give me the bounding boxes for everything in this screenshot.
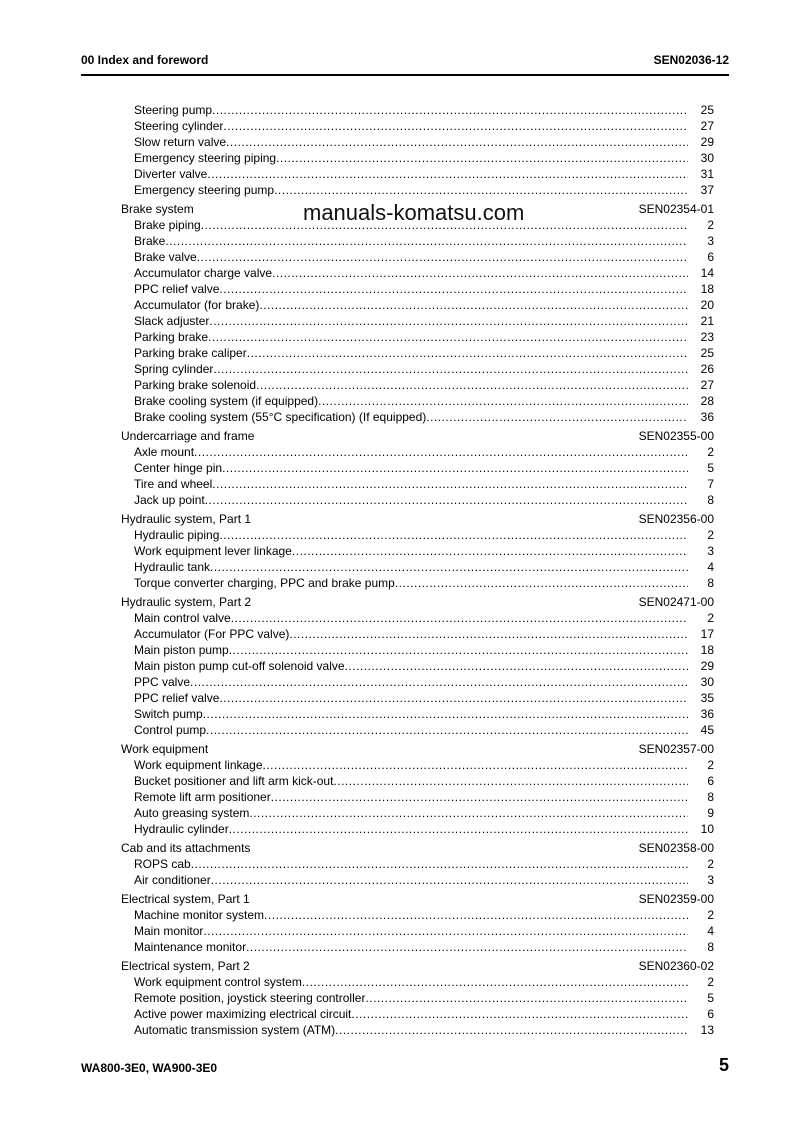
entry-label: Air conditioner <box>134 873 211 887</box>
entry-label: Work equipment lever linkage <box>134 544 292 558</box>
entry-page: 26 <box>700 362 714 376</box>
entry-label: Accumulator (For PPC valve) <box>134 627 290 641</box>
entry-page: 18 <box>700 643 714 657</box>
entry-label: Brake valve <box>134 250 197 264</box>
toc-entry[interactable] <box>121 690 714 706</box>
dot-leader <box>165 233 688 249</box>
entry-page: 35 <box>700 691 714 705</box>
toc-entry[interactable] <box>121 642 714 658</box>
entry-label: Hydraulic piping <box>134 528 220 542</box>
section-title: Hydraulic system, Part 2 <box>121 595 252 609</box>
entry-page: 2 <box>707 857 714 871</box>
entry-label: Brake cooling system (55°C specification) (If equipped) <box>134 410 427 424</box>
dot-leader <box>302 974 688 990</box>
toc-entry[interactable] <box>121 249 714 265</box>
toc-entry[interactable] <box>121 476 714 492</box>
section-doc-code: SEN02354-01 <box>638 202 714 216</box>
toc-entry[interactable] <box>121 444 714 460</box>
dot-leader <box>259 297 688 313</box>
entry-page: 30 <box>700 151 714 165</box>
section-heading[interactable] <box>121 511 714 527</box>
entry-page: 2 <box>707 528 714 542</box>
entry-label: Brake <box>134 234 166 248</box>
section-title: Cab and its attachments <box>121 841 251 855</box>
entry-page: 2 <box>707 445 714 459</box>
toc-entry[interactable] <box>121 856 714 872</box>
dot-leader <box>249 805 688 821</box>
dot-leader <box>212 476 688 492</box>
entry-page: 31 <box>700 167 714 181</box>
dot-leader <box>246 939 688 955</box>
entry-page: 9 <box>707 806 714 820</box>
dot-leader <box>292 543 688 559</box>
toc-entry[interactable] <box>121 939 714 955</box>
section-heading[interactable] <box>121 958 714 974</box>
dot-leader <box>426 409 688 425</box>
entry-page: 3 <box>707 234 714 248</box>
dot-leader <box>190 674 688 690</box>
section-heading[interactable] <box>121 891 714 907</box>
entry-page: 2 <box>707 611 714 625</box>
entry-label: Active power maximizing electrical circuit <box>134 1007 352 1021</box>
entry-page: 21 <box>700 314 714 328</box>
entry-label: Slack adjuster <box>134 314 210 328</box>
dot-leader <box>208 329 688 345</box>
dot-leader <box>222 460 688 476</box>
section-title: Brake system <box>121 202 194 216</box>
toc-entry[interactable] <box>121 329 714 345</box>
entry-page: 8 <box>707 576 714 590</box>
dot-leader <box>206 722 688 738</box>
entry-page: 28 <box>700 394 714 408</box>
dot-leader <box>197 249 688 265</box>
toc-entry[interactable] <box>121 166 714 182</box>
section-doc-code: SEN02471-00 <box>638 595 714 609</box>
entry-label: Hydraulic cylinder <box>134 822 229 836</box>
entry-label: PPC relief valve <box>134 282 220 296</box>
entry-label: Axle mount <box>134 445 195 459</box>
entry-page: 20 <box>700 298 714 312</box>
entry-label: Work equipment linkage <box>134 758 263 772</box>
entry-page: 29 <box>700 135 714 149</box>
toc-entry[interactable] <box>121 409 714 425</box>
entry-page: 25 <box>700 346 714 360</box>
dot-leader <box>194 444 688 460</box>
section-doc-code: SEN02358-00 <box>638 841 714 855</box>
entry-page: 2 <box>707 218 714 232</box>
entry-label: Maintenance monitor <box>134 940 247 954</box>
toc-entry[interactable] <box>121 297 714 313</box>
toc-entry[interactable] <box>121 1022 714 1038</box>
toc-entry[interactable] <box>121 626 714 642</box>
entry-page: 2 <box>707 975 714 989</box>
entry-label: Main monitor <box>134 924 204 938</box>
watermark: manuals-komatsu.com <box>303 200 525 225</box>
section-title: Hydraulic system, Part 1 <box>121 512 252 526</box>
spacer <box>251 594 639 610</box>
dot-leader <box>211 872 688 888</box>
entry-page: 6 <box>707 1007 714 1021</box>
entry-label: Bucket positioner and lift arm kick-out <box>134 774 334 788</box>
section-doc-code: SEN02356-00 <box>638 512 714 526</box>
entry-label: Parking brake caliper <box>134 346 247 360</box>
entry-page: 4 <box>707 560 714 574</box>
toc-entry[interactable] <box>121 281 714 297</box>
toc-entry[interactable] <box>121 757 714 773</box>
dot-leader <box>219 527 688 543</box>
dot-leader <box>351 1006 688 1022</box>
entry-label: Steering pump <box>134 103 213 117</box>
dot-leader <box>210 559 688 575</box>
spacer <box>250 840 638 856</box>
entry-label: Center hinge pin <box>134 461 223 475</box>
toc-entry[interactable] <box>121 722 714 738</box>
toc-entry[interactable] <box>121 923 714 939</box>
toc-entry[interactable] <box>121 821 714 837</box>
toc-entry[interactable] <box>121 118 714 134</box>
dot-leader <box>231 610 688 626</box>
entry-page: 8 <box>707 493 714 507</box>
entry-label: Brake piping <box>134 218 201 232</box>
toc-entry[interactable] <box>121 527 714 543</box>
dot-leader <box>229 821 688 837</box>
toc-entry[interactable] <box>121 102 714 118</box>
entry-page: 29 <box>700 659 714 673</box>
toc-entry[interactable] <box>121 265 714 281</box>
entry-page: 8 <box>707 940 714 954</box>
entry-label: Control pump <box>134 723 207 737</box>
dot-leader <box>203 706 688 722</box>
entry-page: 3 <box>707 544 714 558</box>
entry-label: Steering cylinder <box>134 119 224 133</box>
toc-entry[interactable] <box>121 377 714 393</box>
header-section: 00 Index and foreword <box>81 53 209 67</box>
toc-entry[interactable] <box>121 361 714 377</box>
header-rule <box>81 74 729 76</box>
dot-leader <box>256 377 688 393</box>
entry-label: PPC relief valve <box>134 691 220 705</box>
page-header <box>81 53 729 67</box>
footer-model: WA800-3E0, WA900-3E0 <box>81 1061 218 1075</box>
entry-label: Jack up point <box>134 493 205 507</box>
entry-label: Diverter valve <box>134 167 208 181</box>
section-doc-code: SEN02360-02 <box>638 959 714 973</box>
entry-label: Emergency steering piping <box>134 151 277 165</box>
dot-leader <box>223 118 688 134</box>
toc-entry[interactable] <box>121 872 714 888</box>
section-heading[interactable] <box>121 594 714 610</box>
dot-leader <box>335 1022 688 1038</box>
entry-page: 25 <box>700 103 714 117</box>
toc-entry[interactable] <box>121 313 714 329</box>
entry-label: Remote position, joystick steering controller <box>134 991 366 1005</box>
entry-label: Remote lift arm positioner <box>134 790 271 804</box>
dot-leader <box>345 658 688 674</box>
dot-leader <box>229 642 688 658</box>
section-heading[interactable] <box>121 428 714 444</box>
toc-entry[interactable] <box>121 575 714 591</box>
toc-entry[interactable] <box>121 789 714 805</box>
section-doc-code: SEN02357-00 <box>638 742 714 756</box>
section-heading[interactable] <box>121 741 714 757</box>
entry-page: 6 <box>707 250 714 264</box>
dot-leader <box>203 923 688 939</box>
dot-leader <box>272 265 688 281</box>
entry-page: 2 <box>707 758 714 772</box>
entry-label: ROPS cab <box>134 857 191 871</box>
entry-page: 36 <box>700 410 714 424</box>
entry-label: Brake cooling system (if equipped) <box>134 394 319 408</box>
entry-page: 30 <box>700 675 714 689</box>
entry-page: 5 <box>707 461 714 475</box>
entry-label: Main piston pump <box>134 643 229 657</box>
header-doc-code: SEN02036-12 <box>653 53 729 67</box>
dot-leader <box>247 345 688 361</box>
dot-leader <box>274 182 688 198</box>
entry-label: Slow return valve <box>134 135 227 149</box>
entry-label: Machine monitor system <box>134 908 265 922</box>
entry-page: 27 <box>700 378 714 392</box>
entry-label: Work equipment control system <box>134 975 302 989</box>
entry-label: Spring cylinder <box>134 362 214 376</box>
entry-page: 36 <box>700 707 714 721</box>
dot-leader <box>276 150 688 166</box>
entry-page: 4 <box>707 924 714 938</box>
dot-leader <box>264 907 688 923</box>
entry-label: Switch pump <box>134 707 203 721</box>
dot-leader <box>289 626 688 642</box>
dot-leader <box>318 393 688 409</box>
entry-page: 17 <box>700 627 714 641</box>
entry-page: 8 <box>707 790 714 804</box>
toc-entry[interactable] <box>121 706 714 722</box>
toc-entry[interactable] <box>121 559 714 575</box>
spacer <box>250 958 639 974</box>
entry-page: 27 <box>700 119 714 133</box>
entry-label: Parking brake <box>134 330 209 344</box>
dot-leader <box>333 773 688 789</box>
entry-page: 5 <box>707 991 714 1005</box>
entry-page: 45 <box>700 723 714 737</box>
entry-page: 37 <box>700 183 714 197</box>
toc-entry[interactable] <box>121 233 714 249</box>
spacer <box>251 511 639 527</box>
entry-page: 23 <box>700 330 714 344</box>
section-title: Electrical system, Part 1 <box>121 892 250 906</box>
dot-leader <box>205 492 688 508</box>
spacer <box>254 428 638 444</box>
entry-label: Main piston pump cut-off solenoid valve <box>134 659 345 673</box>
entry-label: Emergency steering pump <box>134 183 275 197</box>
dot-leader <box>365 990 688 1006</box>
dot-leader <box>263 757 688 773</box>
entry-label: Tire and wheel <box>134 477 213 491</box>
dot-leader <box>213 361 688 377</box>
toc-entry[interactable] <box>121 773 714 789</box>
toc-entry[interactable] <box>121 805 714 821</box>
toc-entry[interactable] <box>121 182 714 198</box>
toc-entry[interactable] <box>121 907 714 923</box>
section-title: Electrical system, Part 2 <box>121 959 250 973</box>
toc-entry[interactable] <box>121 460 714 476</box>
spacer <box>208 741 638 757</box>
dot-leader <box>209 313 688 329</box>
toc-entry[interactable] <box>121 610 714 626</box>
dot-leader <box>226 134 688 150</box>
entry-label: Hydraulic tank <box>134 560 211 574</box>
entry-label: Accumulator (for brake) <box>134 298 260 312</box>
entry-label: Parking brake solenoid <box>134 378 257 392</box>
section-doc-code: SEN02355-00 <box>638 429 714 443</box>
toc-entry[interactable] <box>121 658 714 674</box>
toc-entry[interactable] <box>121 990 714 1006</box>
dot-leader <box>212 102 688 118</box>
entry-page: 6 <box>707 774 714 788</box>
toc-entry[interactable] <box>121 393 714 409</box>
toc-entry[interactable] <box>121 134 714 150</box>
entry-page: 7 <box>707 477 714 491</box>
entry-page: 13 <box>700 1023 714 1037</box>
section-heading[interactable] <box>121 840 714 856</box>
dot-leader <box>219 281 688 297</box>
toc-entry[interactable] <box>121 1006 714 1022</box>
entry-label: PPC valve <box>134 675 191 689</box>
dot-leader <box>271 789 688 805</box>
entry-label: Automatic transmission system (ATM) <box>134 1023 336 1037</box>
toc-entry[interactable] <box>121 492 714 508</box>
section-title: Work equipment <box>121 742 209 756</box>
toc-entry[interactable] <box>121 974 714 990</box>
dot-leader <box>219 690 688 706</box>
table-of-contents <box>121 102 714 1038</box>
section-title: Undercarriage and frame <box>121 429 255 443</box>
toc-entry[interactable] <box>121 345 714 361</box>
entry-page: 18 <box>700 282 714 296</box>
dot-leader <box>191 856 688 872</box>
dot-leader <box>207 166 688 182</box>
entry-label: Auto greasing system <box>134 806 250 820</box>
entry-label: Main control valve <box>134 611 231 625</box>
section-doc-code: SEN02359-00 <box>638 892 714 906</box>
spacer <box>250 891 639 907</box>
dot-leader <box>395 575 688 591</box>
entry-label: Torque converter charging, PPC and brake pump <box>134 576 395 590</box>
entry-label: Accumulator charge valve <box>134 266 273 280</box>
toc-entry[interactable] <box>121 150 714 166</box>
entry-page: 3 <box>707 873 714 887</box>
page-number: 5 <box>718 1055 729 1075</box>
toc-entry[interactable] <box>121 543 714 559</box>
toc-entry[interactable] <box>121 674 714 690</box>
entry-page: 10 <box>700 822 714 836</box>
entry-page: 14 <box>700 266 714 280</box>
entry-page: 2 <box>707 908 714 922</box>
